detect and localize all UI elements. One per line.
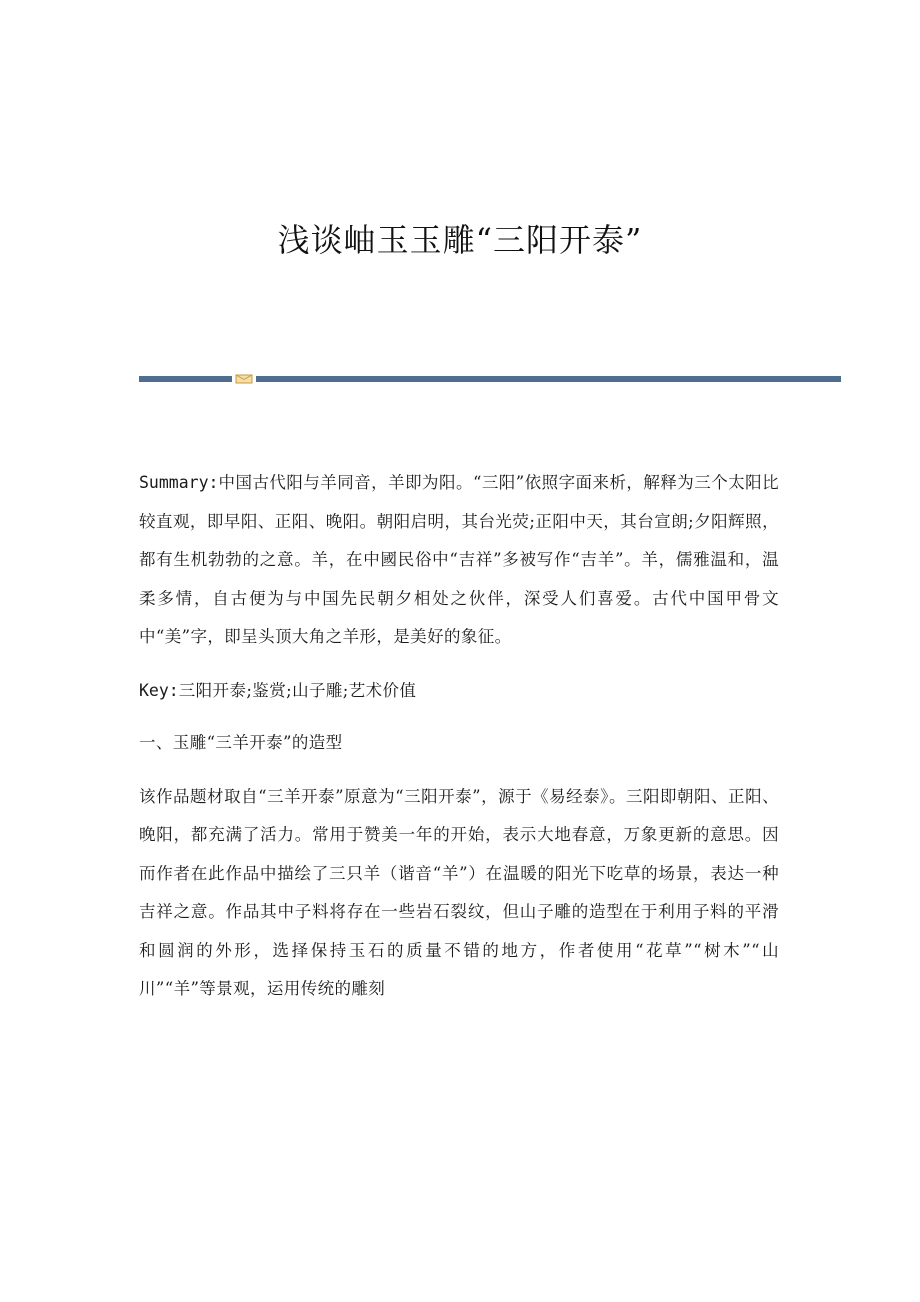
- summary-paragraph: [139, 464, 779, 657]
- key-text: 三阳开泰;鉴赏;山子雕;艺术价值: [178, 680, 417, 700]
- key-label: Key:: [139, 680, 179, 700]
- divider-bar-right: [256, 376, 841, 382]
- title-divider: [139, 374, 841, 384]
- section-heading: 一、玉雕“三羊开泰”的造型: [139, 733, 343, 752]
- document-title: 浅谈岫玉玉雕“三阳开泰”: [277, 221, 643, 259]
- divider-bar-left: [139, 376, 232, 382]
- summary-label: Summary:: [139, 473, 219, 492]
- ornament-icon: [235, 374, 253, 384]
- keywords-paragraph: [139, 672, 779, 711]
- document-body: [139, 464, 779, 1009]
- summary-text: 中国古代阳与羊同音，羊即为阳。“三阳”依照字面来析，解释为三个太阳比较直观，即早阳、正阳、晚阳。朝阳启明，其台光荧;正阳中天，其台宣朗;夕阳辉照，都有生机勃勃的之意。羊，在中國民俗中“吉祥”多被写作“吉羊”。羊，儒雅温和，温柔多情，自古便为与中国先民朝夕相处之伙伴，深受人们喜爱。古代中国甲骨文中“美”字，即呈头顶大角之羊形，是美好的象征。: [139, 473, 779, 646]
- body-paragraph: 该作品题材取自“三羊开泰”原意为“三阳开泰”，源于《易经泰》。三阳即朝阳、正阳、晚阳，都充满了活力。常用于赞美一年的开始，表示大地春意，万象更新的意思。因而作者在此作品中描绘了三只羊（谐音“羊”）在温暖的阳光下吃草的场景，表达一种吉祥之意。作品其中子料将存在一些岩石裂纹，但山子雕的造型在于利用子料的平滑和圆润的外形，选择保持玉石的质量不错的地方，作者使用“花草”“树木”“山川”“羊”等景观，运用传统的雕刻: [139, 786, 779, 998]
